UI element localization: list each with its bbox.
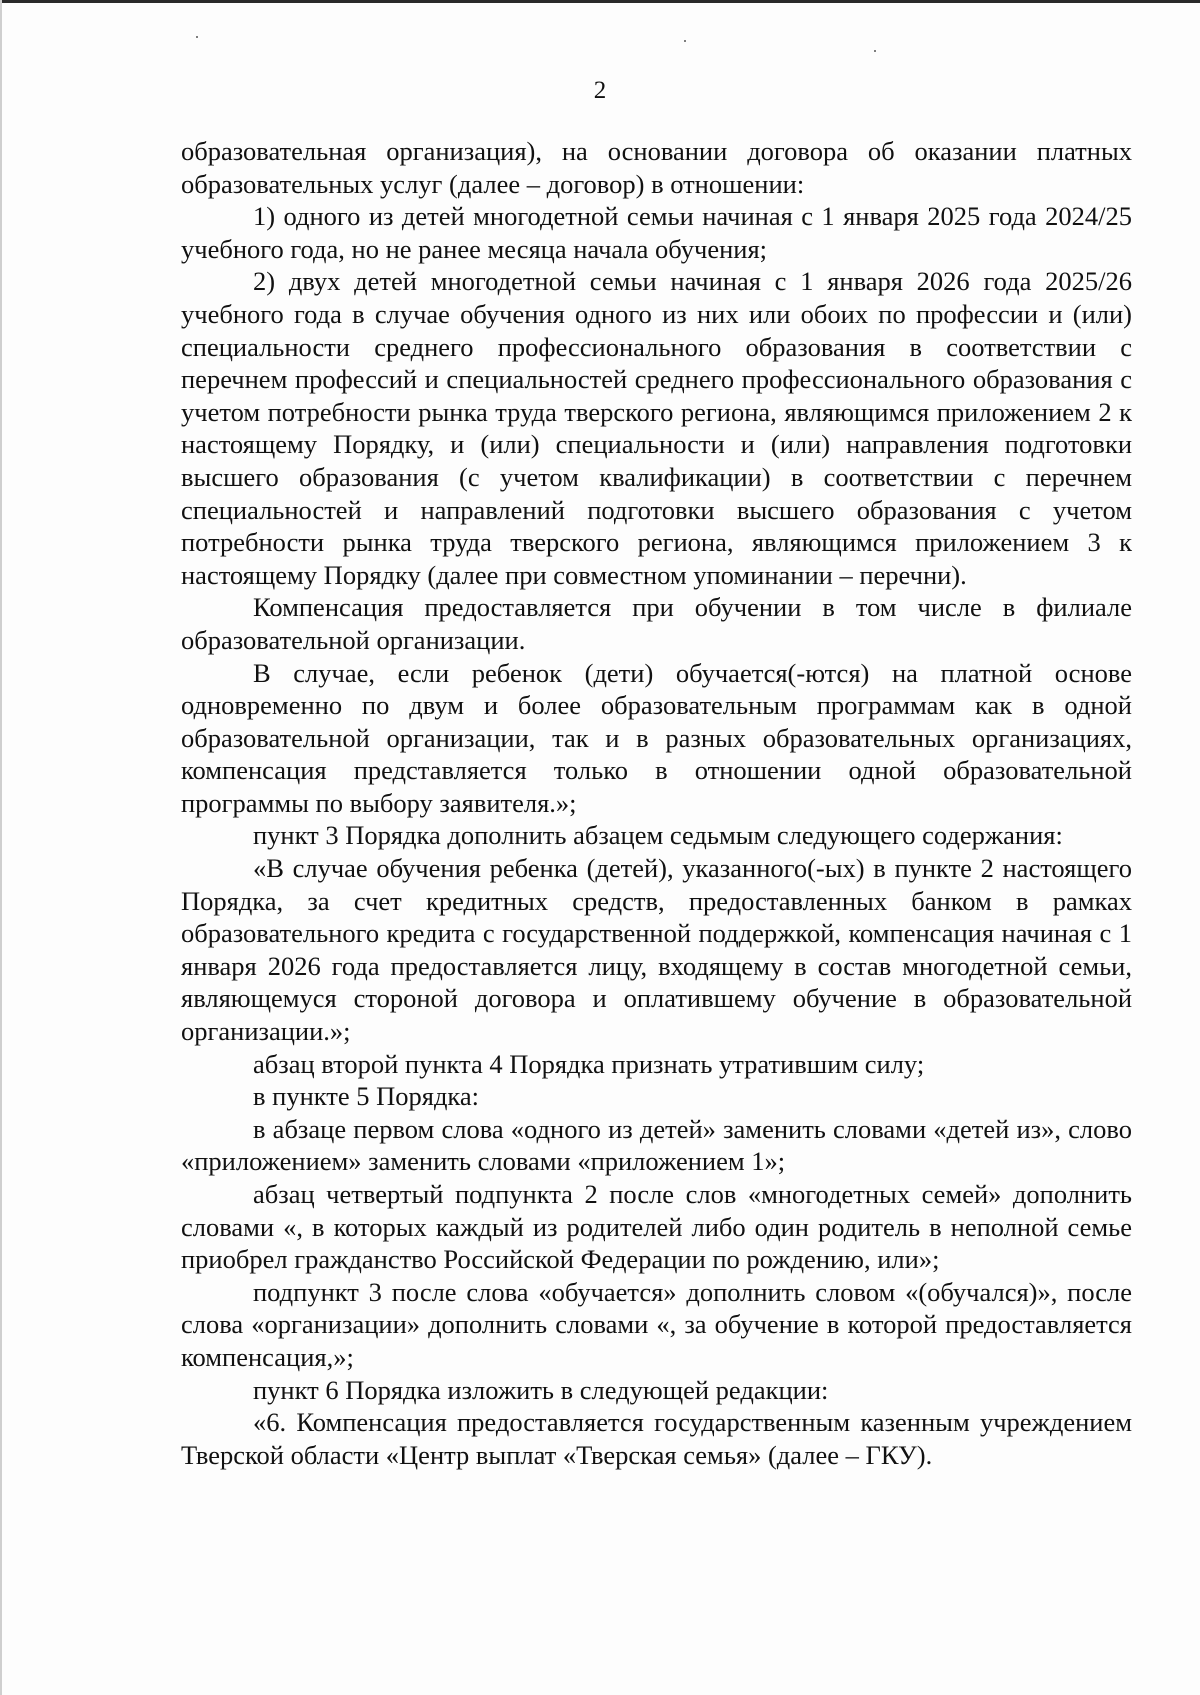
paragraph: абзац второй пункта 4 Порядка признать утратившим силу;: [253, 1048, 925, 1079]
paragraph: пункт 3 Порядка дополнить абзацем седьмым следующего содержания:: [253, 820, 1063, 851]
paragraph: 2) двух детей многодетной семьи начиная с 1 января 2026 года 2025/26 учебного года в случае обучения одного из них или обоих по профессии и (или) специальности среднего профессионального образования в соответствии с перечнем профессий и специальностей среднего профессионального образования с учетом потребности рынка труда тверского региона, являющимся приложением 2 к настоящему Порядку, и (или) специальности и (или) направления подготовки высшего образования (с учетом квалификации) в соответствии с перечнем специальностей и направлений подготовки высшего образования с учетом потребности рынка труда тверского региона, являющимся приложением 3 к настоящему Порядку (далее при совместном упоминании – перечни).: [181, 266, 1132, 590]
paragraph: «6. Компенсация предоставляется государственным казенным учреждением Тверской области «Центр выплат «Тверская семья» (далее – ГКУ).: [181, 1407, 1132, 1470]
scan-speck: [684, 40, 686, 42]
paragraph: в абзаце первом слова «одного из детей» заменить словами «детей из», слово «приложением» заменить словами «приложением 1»;: [181, 1113, 1132, 1177]
paragraph: пункт 6 Порядка изложить в следующей редакции:: [253, 1374, 829, 1405]
paragraph: В случае, если ребенок (дети) обучается(-ются) на платной основе одновременно по двум и более образовательным программам как в одной образовательной организации, так и в разных образовательных организациях, компенсация представляется только в отношении одной образовательной программы по выбору заявителя.»;: [181, 657, 1132, 818]
paragraph: подпункт 3 после слова «обучается» дополнить словом «(обучался)», после слова «организации» дополнить словами «, за обучение в которой предоставляется компенсация,»;: [181, 1276, 1132, 1372]
document-body: [181, 135, 1132, 1471]
scan-edge-top: [0, 0, 1200, 3]
scan-edge-left: [0, 0, 2, 1695]
paragraph: 1) одного из детей многодетной семьи начиная с 1 января 2025 года 2024/25 учебного года, но не ранее месяца начала обучения;: [181, 201, 1132, 264]
paragraph: «В случае обучения ребенка (детей), указанного(-ых) в пункте 2 настоящего Порядка, за счет кредитных средств, предоставленных банком в рамках образовательного кредита с государственной поддержкой, компенсация начиная с 1 января 2026 года предоставляется лицу, входящему в состав многодетной семьи, являющемуся стороной договора и оплатившему обучение в образовательной организации.»;: [181, 853, 1132, 1047]
paragraph: в пункте 5 Порядка:: [253, 1081, 480, 1112]
paragraph: абзац четвертый подпункта 2 после слов «многодетных семей» дополнить словами «, в которых каждый из родителей либо один родитель в неполной семье приобрел гражданство Российской Федерации по рождению, или»;: [181, 1179, 1132, 1275]
page-number: 2: [593, 77, 607, 104]
paragraph: образовательная организация), на основании договора об оказании платных образовательных услуг (далее – договор) в отношении:: [181, 136, 1132, 199]
scan-speck: [874, 50, 876, 52]
scan-speck: [196, 36, 198, 38]
paragraph: Компенсация предоставляется при обучении в том числе в филиале образовательной организации.: [181, 592, 1132, 655]
